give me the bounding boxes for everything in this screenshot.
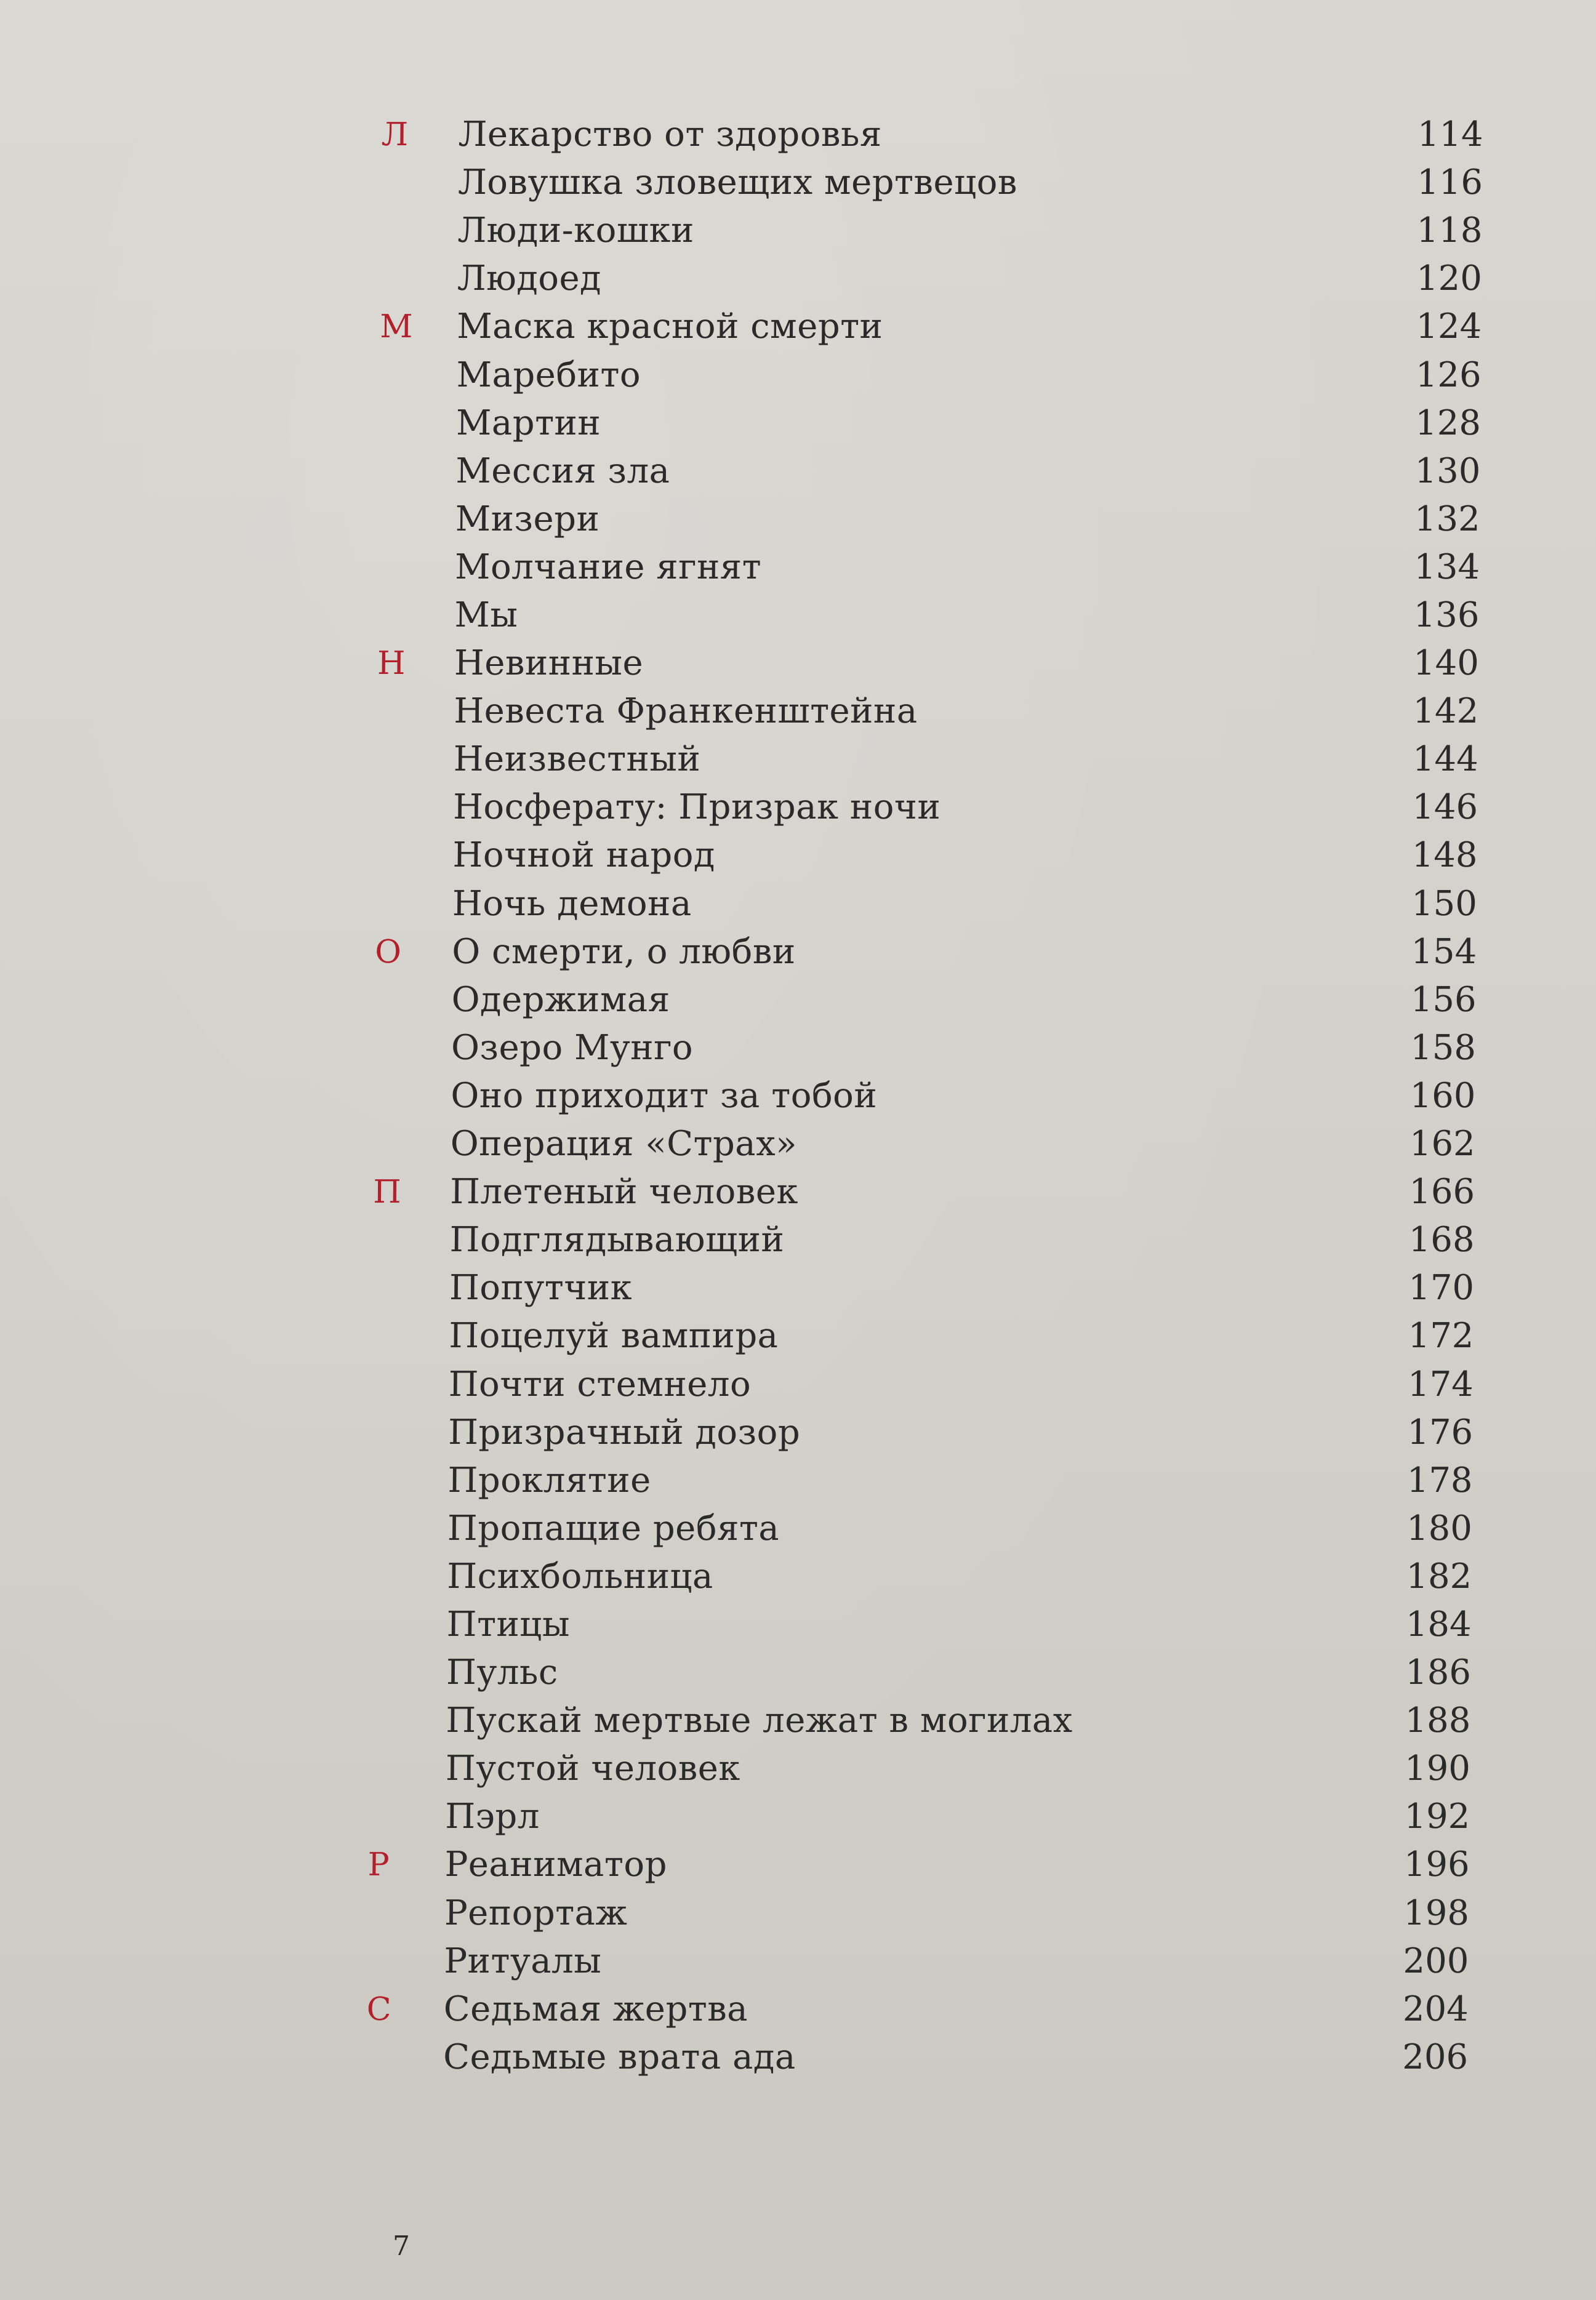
- entry-title[interactable]: Реаниматор: [444, 1845, 668, 1885]
- toc-row[interactable]: [372, 1264, 1481, 1312]
- toc-row[interactable]: [367, 1841, 1476, 1889]
- toc-row[interactable]: [379, 447, 1487, 495]
- entry-page-number: 154: [1411, 931, 1477, 972]
- toc-row[interactable]: [378, 543, 1486, 591]
- section-letter: Л: [381, 116, 409, 154]
- toc-row[interactable]: [376, 783, 1485, 831]
- entry-page-number: 176: [1406, 1412, 1474, 1453]
- section-letter: О: [375, 933, 402, 971]
- toc-row[interactable]: [376, 735, 1485, 783]
- entry-page-number: 178: [1406, 1460, 1473, 1501]
- section-letter: П: [372, 1174, 401, 1211]
- entry-page-number: 166: [1409, 1172, 1475, 1212]
- entry-page-number: 144: [1412, 739, 1478, 780]
- toc-row[interactable]: [373, 1168, 1482, 1216]
- toc-row[interactable]: [381, 159, 1490, 207]
- entry-title[interactable]: Оно приходит за тобой: [451, 1075, 878, 1116]
- entry-page-number: 128: [1414, 403, 1482, 443]
- entry-title[interactable]: Неизвестный: [453, 739, 701, 780]
- entry-title[interactable]: Пускай мертвые лежат в могилах: [446, 1701, 1073, 1741]
- entry-title[interactable]: О смерти, о любви: [452, 931, 796, 972]
- entry-title[interactable]: Ритуалы: [444, 1941, 602, 1981]
- entry-title[interactable]: Проклятие: [447, 1460, 652, 1501]
- entry-title[interactable]: Поцелуй вампира: [449, 1316, 779, 1356]
- entry-page-number: 172: [1408, 1316, 1474, 1356]
- entry-page-number: 148: [1411, 835, 1478, 876]
- toc-row[interactable]: [369, 1649, 1478, 1697]
- entry-title[interactable]: Мартин: [455, 403, 601, 443]
- toc-row[interactable]: [377, 687, 1485, 735]
- entry-page-number: 168: [1408, 1220, 1475, 1260]
- entry-page-number: 190: [1404, 1749, 1471, 1789]
- entry-title[interactable]: Седьмые врата ада: [443, 2037, 796, 2077]
- entry-page-number: 126: [1415, 355, 1482, 395]
- toc-row[interactable]: [366, 2034, 1475, 2082]
- toc-row[interactable]: [371, 1505, 1479, 1553]
- entry-title[interactable]: Озеро Мунго: [451, 1027, 694, 1068]
- entry-page-number: 182: [1406, 1556, 1472, 1597]
- toc-row[interactable]: [380, 255, 1489, 303]
- entry-title[interactable]: Людоед: [457, 258, 602, 299]
- toc-row[interactable]: [374, 976, 1483, 1024]
- toc-row[interactable]: [370, 1553, 1478, 1601]
- entry-title[interactable]: Маска красной смерти: [456, 307, 883, 347]
- entry-page-number: 188: [1405, 1701, 1471, 1741]
- entry-page-number: 132: [1414, 499, 1481, 539]
- toc-row[interactable]: [379, 399, 1488, 447]
- toc-row[interactable]: [378, 495, 1486, 543]
- entry-title[interactable]: Мизери: [455, 499, 600, 539]
- entry-title[interactable]: Седьмая жертва: [443, 1989, 748, 2029]
- entry-title[interactable]: Мессия зла: [455, 451, 670, 491]
- toc-row[interactable]: [371, 1457, 1479, 1505]
- toc-row[interactable]: [371, 1409, 1480, 1457]
- entry-page-number: 180: [1406, 1508, 1473, 1549]
- toc-row[interactable]: [367, 1937, 1475, 1985]
- toc-row[interactable]: [372, 1312, 1480, 1360]
- entry-page-number: 136: [1413, 595, 1480, 635]
- entry-page-number: 198: [1403, 1893, 1470, 1933]
- toc-row[interactable]: [379, 351, 1488, 399]
- entry-title[interactable]: Пэрл: [444, 1797, 540, 1837]
- entry-title[interactable]: Невеста Франкенштейна: [454, 691, 918, 732]
- section-letter: С: [366, 1990, 391, 2028]
- entry-page-number: 130: [1414, 451, 1481, 491]
- entry-page-number: 118: [1416, 210, 1483, 251]
- entry-title[interactable]: Лекарство от здоровья: [458, 114, 883, 155]
- toc-row[interactable]: [369, 1745, 1477, 1793]
- toc-row[interactable]: [371, 1360, 1480, 1408]
- section-letter: Р: [367, 1846, 390, 1884]
- entry-page-number: 206: [1402, 2037, 1469, 2077]
- section-letter: Н: [377, 645, 406, 683]
- toc-row[interactable]: [374, 1024, 1483, 1072]
- toc-row[interactable]: [366, 1985, 1475, 2034]
- entry-title[interactable]: Подглядывающий: [449, 1220, 785, 1260]
- entry-title[interactable]: Операция «Страх»: [450, 1124, 798, 1164]
- page-number: 7: [393, 2230, 410, 2262]
- entry-page-number: 186: [1405, 1653, 1472, 1693]
- toc-row[interactable]: [380, 303, 1488, 351]
- entry-title[interactable]: Пропащие ребята: [447, 1508, 780, 1549]
- entry-page-number: 146: [1411, 787, 1478, 828]
- entry-title[interactable]: Маребито: [456, 355, 641, 395]
- entry-title[interactable]: Птицы: [446, 1604, 571, 1645]
- entry-title[interactable]: Репортаж: [444, 1893, 628, 1933]
- toc-row[interactable]: [381, 111, 1490, 159]
- toc-row[interactable]: [375, 880, 1484, 928]
- toc-row[interactable]: [377, 591, 1486, 639]
- entry-title[interactable]: Призрачный дозор: [447, 1412, 801, 1453]
- entry-page-number: 162: [1409, 1124, 1476, 1164]
- entry-page-number: 124: [1416, 307, 1482, 347]
- entry-page-number: 158: [1410, 1027, 1477, 1068]
- entry-page-number: 204: [1402, 1989, 1469, 2029]
- entry-title[interactable]: Мы: [454, 595, 518, 635]
- entry-title[interactable]: Молчание ягнят: [454, 547, 762, 587]
- entry-title[interactable]: Ночь демона: [452, 883, 692, 924]
- entry-title[interactable]: Ловушка зловещих мертвецов: [457, 162, 1018, 203]
- entry-title[interactable]: Попутчик: [449, 1268, 633, 1308]
- entry-title[interactable]: Люди-кошки: [457, 210, 695, 251]
- entry-page-number: 140: [1413, 643, 1480, 684]
- entry-page-number: 156: [1410, 979, 1477, 1020]
- entry-page-number: 134: [1414, 547, 1480, 587]
- entry-title[interactable]: Невинные: [454, 643, 644, 684]
- toc-row[interactable]: [374, 1072, 1482, 1120]
- entry-page-number: 150: [1411, 883, 1478, 924]
- entry-title[interactable]: Почти стемнело: [448, 1364, 752, 1404]
- toc-row[interactable]: [372, 1216, 1481, 1264]
- entry-page-number: 184: [1405, 1604, 1472, 1645]
- entry-page-number: 196: [1403, 1845, 1470, 1885]
- toc-row[interactable]: [369, 1697, 1477, 1745]
- toc-row[interactable]: [377, 639, 1486, 687]
- entry-title[interactable]: Пустой человек: [445, 1749, 741, 1789]
- entry-title[interactable]: Психбольница: [447, 1556, 714, 1597]
- entry-page-number: 170: [1408, 1268, 1475, 1308]
- entry-page-number: 114: [1417, 114, 1483, 155]
- toc-row[interactable]: [380, 207, 1489, 255]
- toc-row[interactable]: [368, 1793, 1477, 1841]
- toc-row[interactable]: [369, 1601, 1478, 1649]
- entry-page-number: 116: [1416, 162, 1483, 203]
- table-of-contents: [366, 111, 1490, 2130]
- entry-title[interactable]: Пульс: [446, 1653, 559, 1693]
- entry-page-number: 192: [1404, 1797, 1470, 1837]
- toc-row[interactable]: [374, 1120, 1482, 1168]
- entry-page-number: 200: [1403, 1941, 1469, 1981]
- toc-row[interactable]: [375, 928, 1483, 976]
- entry-page-number: 120: [1416, 258, 1483, 299]
- entry-page-number: 160: [1410, 1075, 1476, 1116]
- entry-title[interactable]: Одержимая: [451, 979, 670, 1020]
- entry-title[interactable]: Носферату: Призрак ночи: [452, 787, 941, 828]
- toc-row[interactable]: [375, 831, 1484, 880]
- entry-title[interactable]: Плетеный человек: [449, 1172, 799, 1212]
- entry-title[interactable]: Ночной народ: [452, 835, 716, 876]
- toc-row[interactable]: [367, 1889, 1476, 1937]
- section-letter: М: [380, 308, 413, 346]
- entry-page-number: 174: [1407, 1364, 1474, 1404]
- entry-page-number: 142: [1413, 691, 1479, 732]
